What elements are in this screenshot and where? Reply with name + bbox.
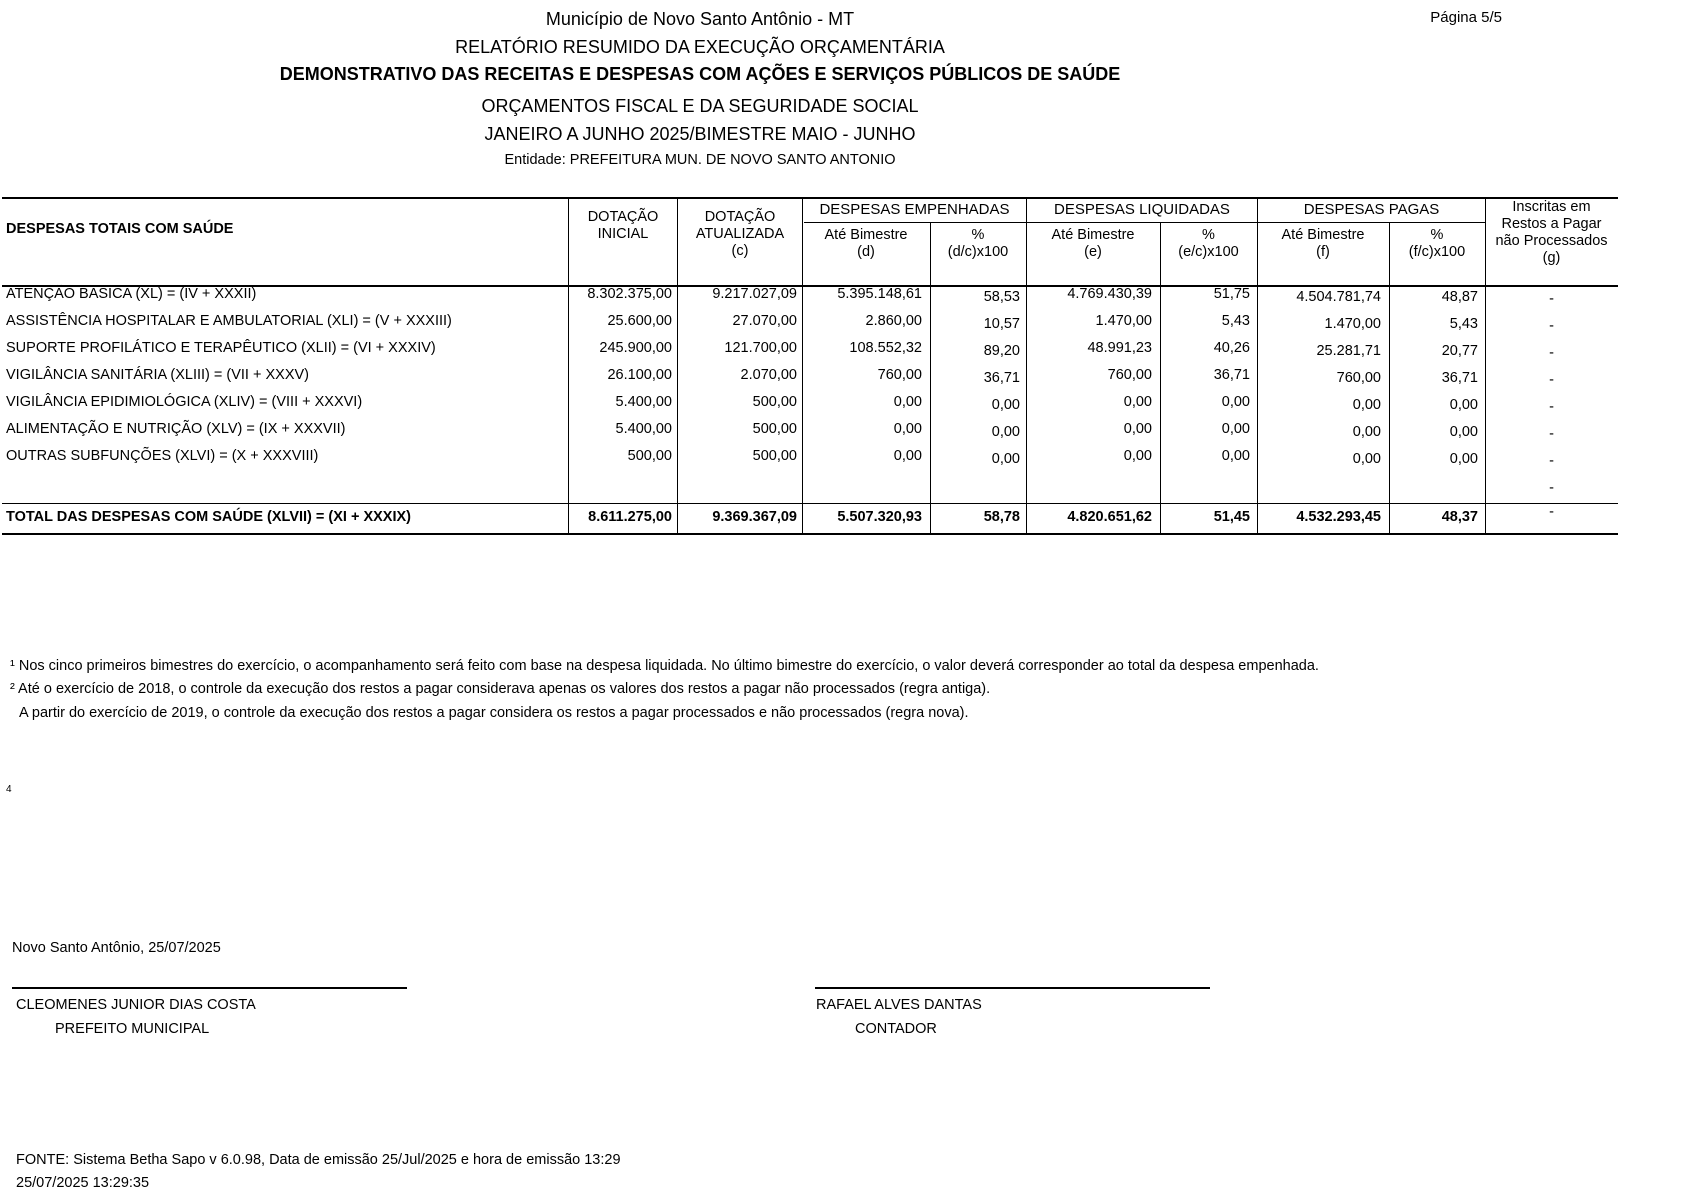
column-header-updated-allocation: DOTAÇÃO ATUALIZADA (c): [695, 209, 785, 259]
period-subtitle: JANEIRO A JUNHO 2025/BIMESTRE MAIO - JUNHO: [484, 124, 916, 144]
mayor-name: CLEOMENES JUNIOR DIAS COSTA: [16, 997, 256, 1013]
total-cell-updated: 9.369.367,09: [712, 509, 797, 525]
table-cell-updated: 121.700,00: [724, 340, 797, 356]
table-cell-paid-pct: 0,00: [1449, 424, 1478, 440]
table-cell-committed-pct: 10,57: [983, 316, 1020, 332]
footnote-1: ¹ Nos cinco primeiros bimestres do exercício, o acompanhamento será feito com base na despesa liquidada. No último bimestre do exercício, o valor deverá corresponder ao total da despesa empenhada.: [10, 658, 1319, 674]
column-header-liquidated-to-date: Até Bimestre (e): [1051, 227, 1135, 260]
table-cell-committed-pct: 89,20: [983, 343, 1020, 359]
table-row-label: SUPORTE PROFILÁTICO E TERAPÊUTICO (XLII) = (VI + XXXIV): [6, 340, 436, 356]
table-cell-initial: 245.900,00: [599, 340, 672, 356]
table-cell-liquidated: 0,00: [1123, 448, 1152, 464]
column-divider: [930, 222, 931, 534]
table-cell-paid: 0,00: [1352, 424, 1381, 440]
group-header-divider: [804, 222, 1485, 223]
column-header-paid-percent: % (f/c)x100: [1408, 227, 1466, 260]
total-cell-committed: 5.507.320,93: [837, 509, 922, 525]
table-cell-paid-pct: 20,77: [1441, 343, 1478, 359]
table-cell-committed: 2.860,00: [865, 313, 922, 329]
total-top-border: [2, 503, 1618, 504]
health-expenses-table: [2, 197, 1618, 535]
table-cell-committed-pct: 36,71: [983, 370, 1020, 386]
table-cell-liquidated: 0,00: [1123, 394, 1152, 410]
table-row-label: ATENÇÃO BÁSICA (XL) = (IV + XXXII): [6, 286, 257, 302]
column-header-committed-to-date: Até Bimestre (d): [824, 227, 908, 260]
table-cell-committed: 760,00: [877, 367, 922, 383]
table-cell-initial: 500,00: [627, 448, 672, 464]
table-cell-paid: 760,00: [1336, 370, 1381, 386]
page-number: Página 5/5: [1430, 9, 1502, 26]
footnote-3: A partir do exercício de 2019, o controle da execução dos restos a pagar considera os restos a pagar processados e não processados (regra nova).: [19, 705, 969, 721]
table-cell-liquidated-pct: 0,00: [1221, 394, 1250, 410]
table-cell-committed-pct: 0,00: [991, 451, 1020, 467]
table-cell-updated: 27.070,00: [732, 313, 797, 329]
table-cell-initial: 26.100,00: [607, 367, 672, 383]
budgets-subtitle: ORÇAMENTOS FISCAL E DA SEGURIDADE SOCIAL: [481, 96, 919, 116]
table-row-label: VIGILÂNCIA SANITÁRIA (XLIII) = (VII + XXXV): [6, 367, 309, 383]
municipality-title: Município de Novo Santo Antônio - MT: [545, 9, 855, 29]
table-cell-initial: 5.400,00: [615, 394, 672, 410]
table-cell-unprocessed: -: [1549, 345, 1554, 361]
table-cell-liquidated-pct: 40,26: [1213, 340, 1250, 356]
table-cell-liquidated: 4.769.430,39: [1067, 286, 1152, 302]
table-cell-paid: 4.504.781,74: [1296, 289, 1381, 305]
table-cell-committed: 0,00: [893, 394, 922, 410]
table-cell-updated: 9.217.027,09: [712, 286, 797, 302]
group-header-paid: DESPESAS PAGAS: [1303, 201, 1440, 218]
entity-label: Entidade: PREFEITURA MUN. DE NOVO SANTO ANTONIO: [504, 152, 896, 168]
table-cell-paid: 0,00: [1352, 397, 1381, 413]
table-cell-updated: 500,00: [752, 394, 797, 410]
column-header-unprocessed-payables: Inscritas em Restos a Pagar não Processados (g): [1495, 199, 1608, 266]
table-cell-committed-pct: 0,00: [991, 397, 1020, 413]
table-cell-paid: 1.470,00: [1324, 316, 1381, 332]
table-cell-liquidated: 1.470,00: [1095, 313, 1152, 329]
source-note: FONTE: Sistema Betha Sapo v 6.0.98, Data de emissão 25/Jul/2025 e hora de emissão 13:29: [16, 1152, 621, 1168]
table-cell-committed: 5.395.148,61: [837, 286, 922, 302]
column-divider: [1160, 222, 1161, 534]
mayor-role: PREFEITO MUNICIPAL: [55, 1021, 210, 1037]
column-header-liquidated-percent: % (e/c)x100: [1178, 227, 1239, 260]
column-divider: [568, 197, 569, 534]
table-cell-liquidated: 760,00: [1107, 367, 1152, 383]
footnote-4-marker: 4: [6, 784, 12, 795]
table-cell-committed: 108.552,32: [849, 340, 922, 356]
table-cell-paid: 25.281,71: [1316, 343, 1381, 359]
table-cell-liquidated-pct: 0,00: [1221, 421, 1250, 437]
table-cell-updated: 500,00: [752, 448, 797, 464]
table-cell-liquidated: 48.991,23: [1087, 340, 1152, 356]
table-cell-initial: 5.400,00: [615, 421, 672, 437]
table-cell-unprocessed: -: [1549, 399, 1554, 415]
table-cell-initial: 25.600,00: [607, 313, 672, 329]
total-cell-committed-pct: 58,78: [983, 509, 1020, 525]
total-cell-paid: 4.532.293,45: [1296, 509, 1381, 525]
table-cell-initial: 8.302.375,00: [587, 286, 672, 302]
table-cell-liquidated: 0,00: [1123, 421, 1152, 437]
table-cell-paid-pct: 0,00: [1449, 397, 1478, 413]
table-cell-committed: 0,00: [893, 448, 922, 464]
table-cell-paid-pct: 5,43: [1449, 316, 1478, 332]
group-header-committed: DESPESAS EMPENHADAS: [819, 201, 1010, 218]
total-cell-liquidated-pct: 51,45: [1213, 509, 1250, 525]
table-row-label: VIGILÂNCIA EPIDIMIOLÓGICA (XLIV) = (VIII + XXXVI): [6, 394, 363, 410]
table-top-border: [2, 197, 1618, 199]
table-cell-liquidated-pct: 0,00: [1221, 448, 1250, 464]
total-cell-paid-pct: 48,37: [1441, 509, 1478, 525]
table-cell-unprocessed: -: [1549, 426, 1554, 442]
table-cell-liquidated-pct: 36,71: [1213, 367, 1250, 383]
total-cell-initial: 8.611.275,00: [588, 509, 672, 525]
table-cell-committed: 0,00: [893, 421, 922, 437]
table-cell-paid-pct: 0,00: [1449, 451, 1478, 467]
table-row-label: ALIMENTAÇÃO E NUTRIÇÃO (XLV) = (IX + XXXVII): [6, 421, 346, 437]
table-row-label: ASSISTÊNCIA HOSPITALAR E AMBULATORIAL (XLI) = (V + XXXIII): [6, 313, 452, 329]
table-cell-paid: 0,00: [1352, 451, 1381, 467]
signature-line-mayor: [12, 987, 407, 989]
table-row-label: OUTRAS SUBFUNÇÕES (XLVI) = (X + XXXVIII): [6, 448, 319, 464]
table-cell-unprocessed: -: [1549, 372, 1554, 388]
table-cell-updated: 2.070,00: [740, 367, 797, 383]
group-header-liquidated: DESPESAS LIQUIDADAS: [1054, 201, 1230, 218]
table-cell-updated: 500,00: [752, 421, 797, 437]
column-header-description: DESPESAS TOTAIS COM SAÚDE: [6, 221, 234, 237]
total-row-label: TOTAL DAS DESPESAS COM SAÚDE (XLVII) = (XI + XXXIX): [6, 509, 411, 525]
total-cell-unprocessed: -: [1549, 504, 1554, 520]
accountant-role: CONTADOR: [855, 1021, 937, 1037]
place-and-date: Novo Santo Antônio, 25/07/2025: [12, 940, 221, 956]
table-cell-committed-pct: 0,00: [991, 424, 1020, 440]
total-cell-liquidated: 4.820.651,62: [1067, 509, 1152, 525]
column-divider: [1389, 222, 1390, 534]
table-cell-unprocessed: -: [1549, 480, 1554, 496]
table-cell-paid-pct: 48,87: [1441, 289, 1478, 305]
signature-line-accountant: [815, 987, 1210, 989]
statement-title: DEMONSTRATIVO DAS RECEITAS E DESPESAS COM AÇÕES E SERVIÇOS PÚBLICOS DE SAÚDE: [279, 64, 1121, 84]
table-bottom-border: [2, 533, 1618, 535]
table-cell-paid-pct: 36,71: [1441, 370, 1478, 386]
table-cell-unprocessed: -: [1549, 291, 1554, 307]
accountant-name: RAFAEL ALVES DANTAS: [816, 997, 982, 1013]
footnote-2: ² Até o exercício de 2018, o controle da execução dos restos a pagar considerava apenas os valores dos restos a pagar não processados (regra antiga).: [10, 681, 991, 697]
emission-timestamp: 25/07/2025 13:29:35: [16, 1175, 150, 1191]
table-cell-liquidated-pct: 5,43: [1221, 313, 1250, 329]
column-header-committed-percent: % (d/c)x100: [947, 227, 1009, 260]
table-cell-liquidated-pct: 51,75: [1213, 286, 1250, 302]
column-header-initial-allocation: DOTAÇÃO INICIAL: [587, 209, 659, 242]
column-header-paid-to-date: Até Bimestre (f): [1281, 227, 1365, 260]
table-cell-committed-pct: 58,53: [983, 289, 1020, 305]
report-title: RELATÓRIO RESUMIDO DA EXECUÇÃO ORÇAMENTÁRIA: [455, 37, 945, 57]
table-cell-unprocessed: -: [1549, 318, 1554, 334]
table-cell-unprocessed: -: [1549, 453, 1554, 469]
